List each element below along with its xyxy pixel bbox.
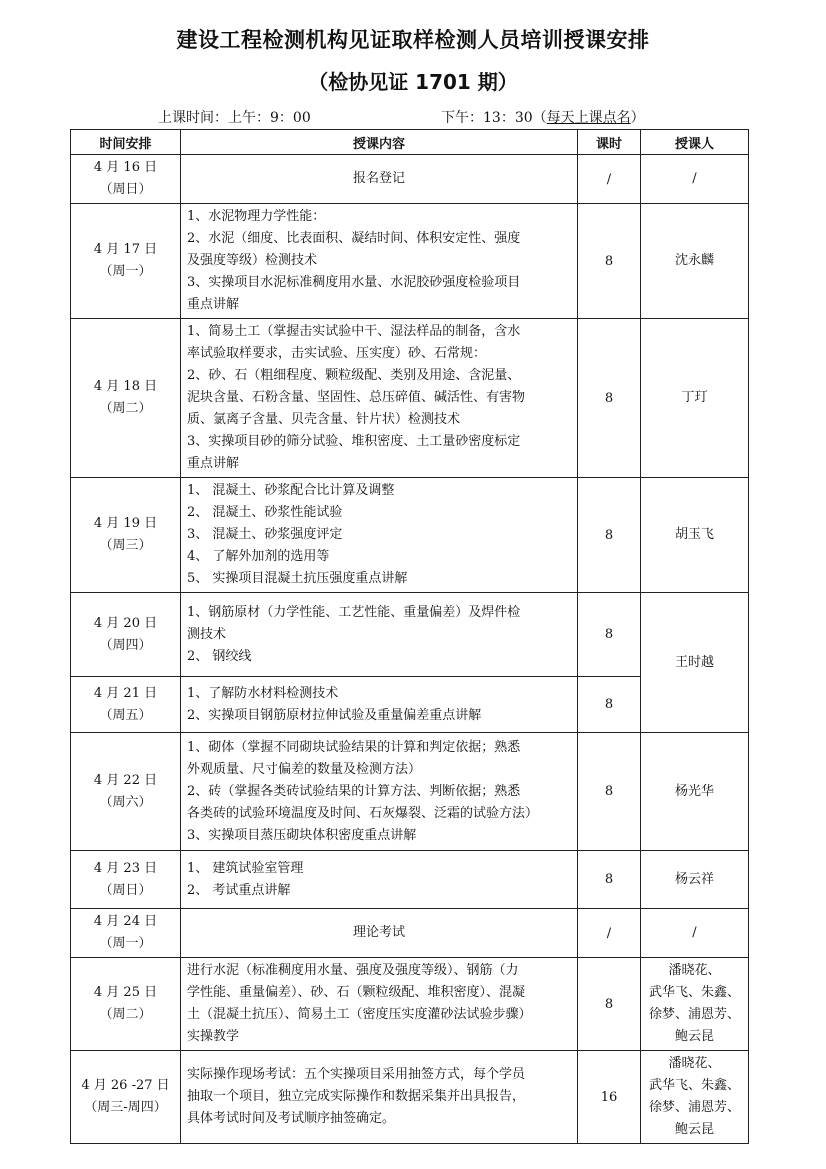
content-line: 5、 实操项目混凝土抗压强度重点讲解 <box>187 571 408 586</box>
table-row <box>71 733 749 851</box>
weekday: （周三） <box>99 538 152 553</box>
header-teacher: 授课人 <box>641 130 749 155</box>
weekday: （周六） <box>99 794 152 810</box>
content-line: 2、 钢绞线 <box>187 648 252 664</box>
date: 4 月 20 日 <box>93 615 158 631</box>
date: 4 月 17 日 <box>93 242 158 257</box>
date-cell <box>71 677 181 733</box>
teacher-cell <box>641 155 749 204</box>
teacher-name: 丁玎 <box>681 390 708 405</box>
content-line: 3、 混凝土、砂浆强度评定 <box>187 527 343 542</box>
table-row <box>71 478 749 593</box>
content-line: 重点讲解 <box>187 297 240 312</box>
teacher-name: 武华飞、朱鑫、 <box>648 1078 740 1093</box>
document-subtitle: （检协见证 1701 期） <box>308 70 518 94</box>
weekday: （周五） <box>99 707 152 723</box>
hours-cell: 8 <box>578 958 641 1051</box>
hours-cell: 16 <box>578 1051 641 1144</box>
date: 4 月 21 日 <box>93 685 158 701</box>
content-line: 土（混凝土抗压）、简易土工（密度压实度灌砂法试验步骤） <box>187 1007 532 1022</box>
teacher-name: 沈永麟 <box>674 253 714 268</box>
content-line: 理论考试 <box>352 925 405 940</box>
weekday: （周日） <box>99 182 152 197</box>
teacher-name: 潘晓花、 <box>668 1056 721 1071</box>
content-line: 3、实操项目砂的筛分试验、堆积密度、土工量砂密度标定 <box>187 434 521 449</box>
teacher-name: 胡玉飞 <box>674 527 714 542</box>
content-line: 抽取一个项目，独立完成实际操作和数据采集并出具报告， <box>187 1089 526 1104</box>
afternoon-time-prefix: 下午：13：30（ <box>441 110 547 126</box>
date-cell <box>71 733 181 851</box>
teacher-name: 武华飞、朱鑫、 <box>648 985 740 1000</box>
hours-cell: 8 <box>578 478 641 593</box>
document-title: 建设工程检测机构见证取样检测人员培训授课安排 <box>176 28 650 52</box>
content-line: 2、 考试重点讲解 <box>187 882 291 898</box>
content-line: 4、 了解外加剂的选用等 <box>187 549 330 564</box>
content-line: 学性能、重量偏差）、砂、石（颗粒级配、堆积密度）、混凝 <box>187 985 526 1000</box>
hours-cell: 8 <box>578 677 641 733</box>
table-row <box>71 1051 749 1144</box>
hours-cell: 8 <box>578 593 641 677</box>
teacher-name: 杨光华 <box>674 783 714 799</box>
content-cell <box>181 319 578 478</box>
content-line: 测技术 <box>187 626 227 642</box>
weekday: （周一） <box>99 936 152 951</box>
teacher-cell <box>641 733 749 851</box>
content-line: 实际操作现场考试：五个实操项目采用抽签方式，每个学员 <box>187 1067 526 1082</box>
teacher-name: 鲍云昆 <box>674 1122 714 1137</box>
date: 4 月 16 日 <box>93 160 158 175</box>
date: 4 月 18 日 <box>93 379 158 394</box>
content-line: 外观质量、尺寸偏差的数量及检测方法） <box>187 761 422 777</box>
date-cell <box>71 909 181 958</box>
hours-cell: 8 <box>578 319 641 478</box>
date: 4 月 22 日 <box>93 772 158 788</box>
date-cell <box>71 204 181 319</box>
content-cell <box>181 958 578 1051</box>
teacher-cell <box>641 958 749 1051</box>
content-cell <box>181 155 578 204</box>
header-time: 时间安排 <box>71 130 181 155</box>
content-cell <box>181 1051 578 1144</box>
date-cell <box>71 319 181 478</box>
date-cell <box>71 478 181 593</box>
date-cell <box>71 593 181 677</box>
afternoon-time <box>441 107 645 127</box>
content-line: 2、 混凝土、砂浆性能试验 <box>187 505 343 520</box>
weekday: （周日） <box>99 882 152 898</box>
content-line: 重点讲解 <box>187 456 240 471</box>
content-line: 3、实操项目蒸压砌块体积密度重点讲解 <box>187 827 417 843</box>
hours-cell: 8 <box>578 733 641 851</box>
date-cell <box>71 958 181 1051</box>
hours-cell: / <box>578 155 641 204</box>
teacher-cell <box>641 851 749 909</box>
date-cell <box>71 155 181 204</box>
teacher-name: / <box>692 171 697 186</box>
content-line: 1、钢筋原材（力学性能、工艺性能、重量偏差）及焊件检 <box>187 604 521 620</box>
content-line: 2、实操项目钢筋原材拉伸试验及重量偏差重点讲解 <box>187 707 482 723</box>
weekday: （周二） <box>99 1007 152 1022</box>
content-line: 1、了解防水材料检测技术 <box>187 685 339 701</box>
date-cell <box>71 851 181 909</box>
content-line: 报名登记 <box>352 171 405 186</box>
table-row <box>71 958 749 1051</box>
content-line: 2、砖（掌握各类砖试验结果的计算方法、判断依据；熟悉 <box>187 783 521 799</box>
teacher-name: 鲍云昆 <box>674 1029 714 1044</box>
date: 4 月 25 日 <box>93 985 158 1000</box>
teacher-name: / <box>692 925 697 940</box>
afternoon-time-suffix: ） <box>630 110 645 126</box>
teacher-name: 徐梦、浦恩芳、 <box>648 1100 740 1115</box>
content-cell <box>181 851 578 909</box>
teacher-cell <box>641 1051 749 1144</box>
content-line: 及强度等级）检测技术 <box>187 253 318 268</box>
content-line: 3、实操项目水泥标准稠度用水量、水泥胶砂强度检验项目 <box>187 275 521 290</box>
teacher-cell <box>641 593 749 733</box>
content-line: 1、 建筑试验室管理 <box>187 860 304 876</box>
table-row <box>71 593 749 677</box>
table-row <box>71 909 749 958</box>
teacher-cell <box>641 909 749 958</box>
content-cell <box>181 677 578 733</box>
table-row <box>71 155 749 204</box>
content-line: 具体考试时间及考试顺序抽签确定。 <box>187 1111 396 1126</box>
roll-call-note: 每天上课点名 <box>546 110 631 126</box>
teacher-name: 徐梦、浦恩芳、 <box>648 1007 740 1022</box>
content-line: 1、 混凝土、砂浆配合比计算及调整 <box>187 483 395 498</box>
table-header-row <box>71 130 749 155</box>
content-line: 率试验取样要求，击实试验、压实度）砂、石常规： <box>187 346 487 361</box>
teacher-name: 杨云祥 <box>674 871 714 887</box>
header-hours: 课时 <box>578 130 641 155</box>
date: 4 月 24 日 <box>93 914 158 929</box>
date: 4 月 23 日 <box>93 860 158 876</box>
table-row <box>71 319 749 478</box>
header-content: 授课内容 <box>181 130 578 155</box>
weekday: （周二） <box>99 401 152 416</box>
content-cell <box>181 204 578 319</box>
content-line: 进行水泥（标准稠度用水量、强度及强度等级）、钢筋（力 <box>187 963 519 978</box>
teacher-cell <box>641 478 749 593</box>
content-cell <box>181 478 578 593</box>
teacher-name: 王时越 <box>674 654 714 670</box>
content-line: 2、砂、石（粗细程度、颗粒级配、类别及用途、含泥量、 <box>187 368 521 383</box>
content-cell <box>181 733 578 851</box>
content-cell <box>181 909 578 958</box>
content-line: 1、水泥物理力学性能： <box>187 209 326 224</box>
content-line: 质、氯离子含量、贝壳含量、针片状）检测技术 <box>187 412 461 427</box>
weekday: （周四） <box>99 637 152 653</box>
content-line: 各类砖的试验环境温度及时间、石灰爆裂、泛霜的试验方法） <box>187 805 539 821</box>
content-line: 泥块含量、石粉含量、坚固性、总压碎值、碱活性、有害物 <box>187 390 526 405</box>
hours-cell: 8 <box>578 851 641 909</box>
teacher-cell <box>641 319 749 478</box>
table-row <box>71 851 749 909</box>
weekday: （周一） <box>99 264 152 279</box>
date: 4 月 26 -27 日 <box>81 1078 170 1093</box>
content-line: 1、砌体（掌握不同砌块试验结果的计算和判定依据；熟悉 <box>187 739 521 755</box>
teacher-name: 潘晓花、 <box>668 963 721 978</box>
content-line: 2、水泥（细度、比表面积、凝结时间、体积安定性、强度 <box>187 231 521 246</box>
hours-cell: / <box>578 909 641 958</box>
content-line: 实操教学 <box>187 1029 240 1044</box>
weekday: （周三-周四） <box>84 1100 167 1115</box>
content-line: 1、简易土工（掌握击实试验中干、湿法样品的制备，含水 <box>187 324 521 339</box>
teacher-cell <box>641 204 749 319</box>
date: 4 月 19 日 <box>93 516 158 531</box>
morning-time: 上课时间：上午：9：00 <box>158 110 311 126</box>
content-cell <box>181 593 578 677</box>
date-cell <box>71 1051 181 1144</box>
schedule-table <box>70 129 749 1144</box>
hours-cell: 8 <box>578 204 641 319</box>
table-row <box>71 204 749 319</box>
